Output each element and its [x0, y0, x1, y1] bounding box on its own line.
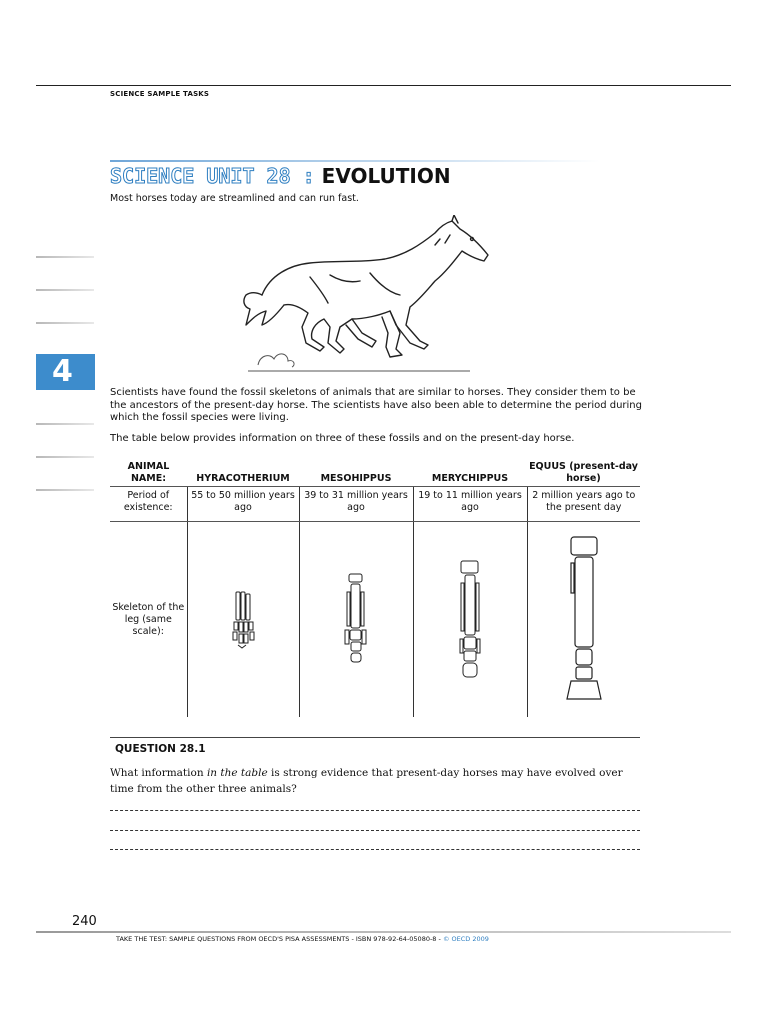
header-cell: MERYCHIPPUS — [413, 456, 527, 487]
question-emphasis: in the table — [206, 767, 268, 779]
footer-rule — [36, 931, 731, 933]
margin-tab-line — [36, 456, 94, 458]
margin-tab-line — [36, 489, 94, 491]
page-title — [110, 164, 451, 188]
row-label: Period of existence: — [110, 487, 187, 522]
equus-leg-skeleton — [559, 535, 609, 705]
merychippus-leg-skeleton — [452, 559, 488, 681]
table-intro: The table below provides information on three of these fossils and on the present-day horse. — [110, 433, 575, 444]
fossil-table — [110, 456, 640, 717]
question-rule — [110, 737, 640, 738]
section-header: SCIENCE SAMPLE TASKS — [110, 90, 210, 98]
header-cell: HYRACOTHERIUM — [187, 456, 299, 487]
skeleton-row — [110, 522, 640, 718]
question-text-part: is strong evidence that present-day horses may have evolved over time from the other three animals? — [110, 767, 623, 795]
unit-name: EVOLUTION — [321, 164, 451, 188]
margin-tab-line — [36, 322, 94, 324]
context-paragraph: Scientists have found the fossil skeletons of animals that are similar to horses. They consider them to be the ancestors of the present-day horse. The scientists have also been able to determine the period during which the fossil species were living. — [110, 387, 642, 423]
period-cell: 55 to 50 million years ago — [187, 487, 299, 522]
question-text — [110, 765, 640, 797]
skeleton-cell — [527, 522, 640, 718]
title-rule — [110, 160, 600, 162]
margin-tab-line — [36, 289, 94, 291]
page-number: 240 — [72, 914, 97, 929]
header-cell: EQUUS (present-day horse) — [527, 456, 640, 487]
skeleton-cell — [299, 522, 413, 718]
answer-line[interactable] — [110, 830, 640, 831]
intro-text: Most horses today are streamlined and can run fast. — [110, 193, 359, 204]
period-cell: 2 million years ago to the present day — [527, 487, 640, 522]
row-label: Skeleton of the leg (same scale): — [112, 601, 185, 637]
question-text-part: What information — [110, 767, 207, 779]
mesohippus-leg-skeleton — [339, 572, 373, 668]
answer-line[interactable] — [110, 810, 640, 811]
chapter-number: 4 — [52, 354, 73, 389]
hyracotherium-leg-skeleton — [228, 590, 258, 650]
margin-tab-line — [36, 423, 94, 425]
footer-text: TAKE THE TEST: SAMPLE QUESTIONS FROM OECD'S PISA ASSESSMENTS - ISBN 978-92-64-05080-8 - — [116, 935, 443, 943]
margin-tab-line — [36, 256, 94, 258]
galloping-horse-illustration — [240, 215, 500, 375]
header-cell: ANIMAL NAME: — [110, 456, 187, 487]
header-cell: MESOHIPPUS — [299, 456, 413, 487]
period-row — [110, 487, 640, 522]
period-cell: 39 to 31 million years ago — [299, 487, 413, 522]
skeleton-cell — [187, 522, 299, 718]
question-title: QUESTION 28.1 — [115, 743, 206, 755]
answer-line[interactable] — [110, 849, 640, 850]
unit-number: SCIENCE UNIT 28 : — [110, 164, 315, 188]
top-rule — [36, 85, 731, 86]
footer-copyright: © OECD 2009 — [442, 935, 489, 943]
period-cell: 19 to 11 million years ago — [413, 487, 527, 522]
skeleton-cell — [413, 522, 527, 718]
table-header-row — [110, 456, 640, 487]
footer — [116, 935, 489, 943]
